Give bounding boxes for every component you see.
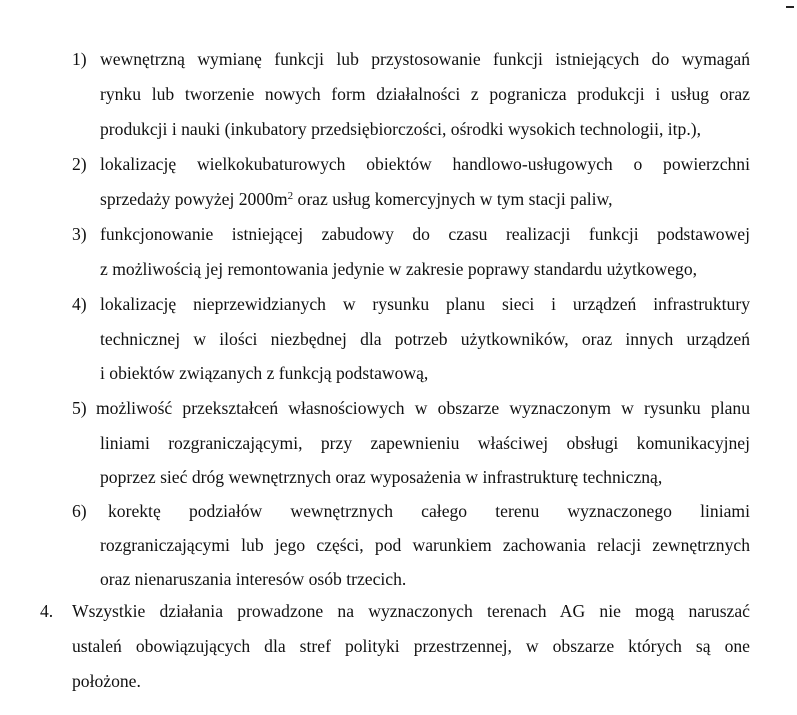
item-1-line-3: produkcji i nauki (inkubatory przedsiębiorczości, ośrodki wysokich technologii, itp.), [100,119,701,139]
point-4-number: 4. [40,601,54,621]
item-6-line-3: oraz nienaruszania interesów osób trzecich. [100,569,407,589]
item-4-number: 4) [72,294,87,314]
item-4-line-2: technicznej w ilości niezbędnej dla potrzeb użytkowników, oraz innych urządzeń [100,329,750,349]
superscript-2: 2 [287,190,294,202]
point-4-line-1: Wszystkie działania prowadzone na wyznaczonych terenach AG nie mogą naruszać [72,601,750,621]
item-3-number: 3) [72,224,87,244]
item-3-line-2: z możliwością jej remontowania jedynie w zakresie poprawy standardu użytkowego, [100,259,698,279]
item-1-line-2: rynku lub tworzenie nowych form działalności z pogranicza produkcji i usług oraz [100,84,750,104]
item-6-line-1: korektę podziałów wewnętrznych całego terenu wyznaczonego liniami [108,501,750,521]
item-5-line-3: poprzez sieć dróg wewnętrznych oraz wyposażenia w infrastrukturę techniczną, [100,467,663,487]
item-2-line-1: lokalizację wielkokubaturowych obiektów handlowo-usługowych o powierzchni [100,154,750,174]
item-3-line-1: funkcjonowanie istniejącej zabudowy do czasu realizacji funkcji podstawowej [100,224,750,244]
item-6-number: 6) [72,501,87,521]
item-1-number: 1) [72,49,87,69]
item-5-number: 5) [72,398,87,418]
corner-mark [786,6,794,8]
item-4-line-1: lokalizację nieprzewidzianych w rysunku planu sieci i urządzeń infrastruktury [100,294,750,314]
item-1-line-1: wewnętrzną wymianę funkcji lub przystosowanie funkcji istniejących do wymagań [100,49,750,69]
item-5-line-1: możliwość przekształceń własnościowych w obszarze wyznaczonym w rysunku planu [96,398,750,418]
item-2-line-2-end: oraz usług komercyjnych w tym stacji paliw, [297,189,613,209]
item-2-line-2 [100,188,613,210]
point-4-line-2: ustaleń obowiązujących dla stref polityki przestrzennej, w obszarze których są one [72,636,750,656]
point-4-line-3: położone. [72,671,141,691]
item-2-number: 2) [72,154,87,174]
item-5-line-2: liniami rozgraniczającymi, przy zapewnieniu właściwej obsługi komunikacyjnej [100,433,750,453]
item-6-line-2: rozgraniczającymi lub jego części, pod warunkiem zachowania relacji zewnętrznych [100,535,750,555]
item-2-line-2-start: sprzedaży powyżej 2000m [100,189,288,209]
item-4-line-3: i obiektów związanych z funkcją podstawową, [100,363,429,383]
